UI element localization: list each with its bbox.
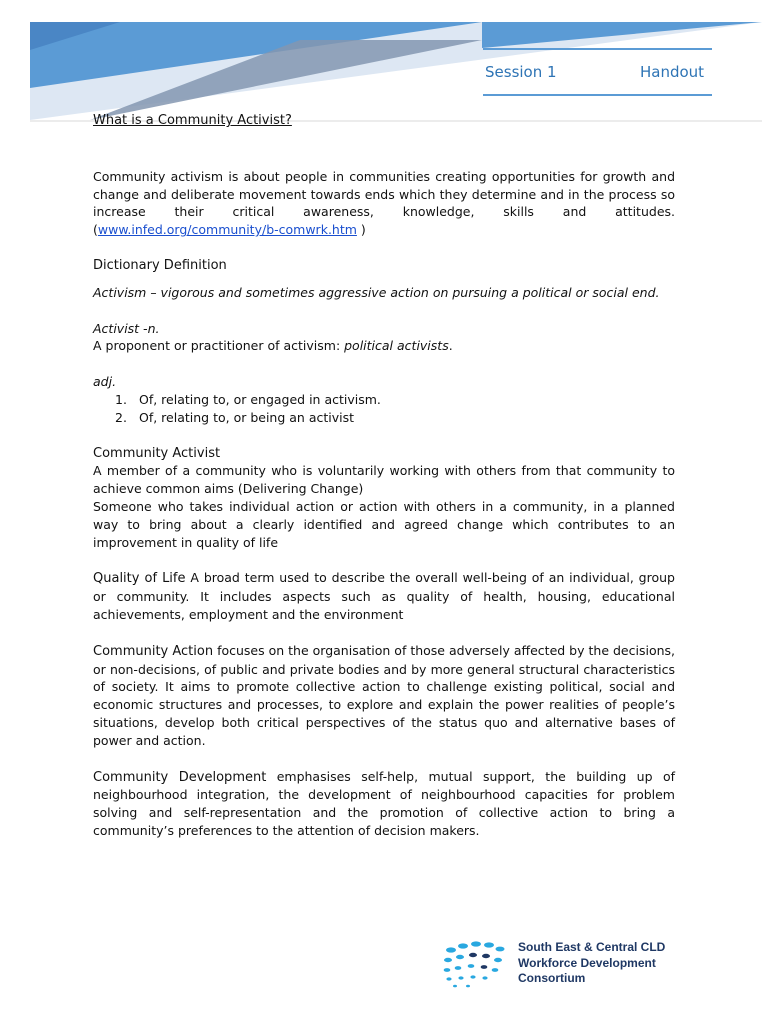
document-body (93, 112, 675, 840)
handout-label: Handout (640, 63, 705, 81)
intro-text: Community activism is about people in communities creating opportunities for growth and change and deliberate movement towards ends which they determine and in the process so increase their critical awareness, knowledge, skills and attitudes. ( (93, 168, 675, 238)
community-development-paragraph: Community Development emphasises self-help, mutual support, the building up of neighbourhood integration, the development of neighbourhood capacities for problem solving and self-representation and the promotion of collective action to bring a community’s preferences to the attention of decision makers. (93, 768, 675, 838)
logo-dots-icon (443, 940, 515, 990)
adj-list-item: 1. Of, relating to, or engaged in activism. (115, 391, 381, 407)
adj-label: adj. (93, 374, 117, 390)
quality-of-life-term: Quality of Life (93, 571, 186, 587)
dictionary-heading: Dictionary Definition (93, 257, 227, 273)
logo-line-1: South East & Central CLD (518, 940, 666, 954)
infed-link[interactable]: www.infed.org/community/b-comwrk.htm (97, 222, 357, 238)
community-development-term: Community Development (93, 769, 267, 785)
logo-line-2: Workforce Development (518, 955, 656, 970)
logo-line-3: Consortium (518, 971, 586, 985)
session-label: Session 1 (485, 63, 557, 81)
intro-paragraph (93, 168, 675, 239)
adj-list-item: 2. Of, relating to, or being an activist (115, 409, 355, 425)
document-title: What is a Community Activist? (93, 113, 292, 128)
activism-definition: Activism – vigorous and sometimes aggressive action on pursuing a political or social end. (93, 284, 660, 300)
consortium-logo (443, 940, 673, 990)
activist-noun-definition: A proponent or practitioner of activism: political activists. (93, 338, 453, 354)
community-activist-heading: Community Activist (93, 445, 221, 461)
community-activist-def-1: A member of a community who is voluntarily working with others from that community to achieve common aims (Delivering Change) (93, 463, 675, 497)
community-action-paragraph: Community Action focuses on the organisation of those adversely affected by the decisions, or non-decisions, of public and private bodies and by more general structural characteristics of society. It aims to promote collective action to challenge existing political, social and economic structures and processes, to explore and explain the power realities of people’s situations, develop both critical perspectives of the status quo and alternative bases of power and action. (93, 642, 675, 748)
header-rule-top (483, 48, 712, 50)
logo-text (518, 940, 665, 987)
banner-right-stripe (482, 22, 762, 48)
noun-example: political activists (344, 338, 449, 354)
community-activist-def-2: Someone who takes individual action or action with others in a community, in a planned way to bring about a clearly identified and agreed change which contributes to an improvement in quality of life (93, 498, 675, 550)
adj-list (93, 391, 675, 427)
intro-after: ) (356, 222, 366, 238)
community-action-term: Community Action (93, 643, 214, 659)
quality-of-life-paragraph: Quality of Life A broad term used to describe the overall well-being of an individual, group or community. It includes aspects such as quality of health, housing, educational achievements, employment and the environment (93, 570, 675, 622)
header-rule-bottom (483, 94, 712, 96)
activist-label: Activist -n. (93, 320, 160, 336)
